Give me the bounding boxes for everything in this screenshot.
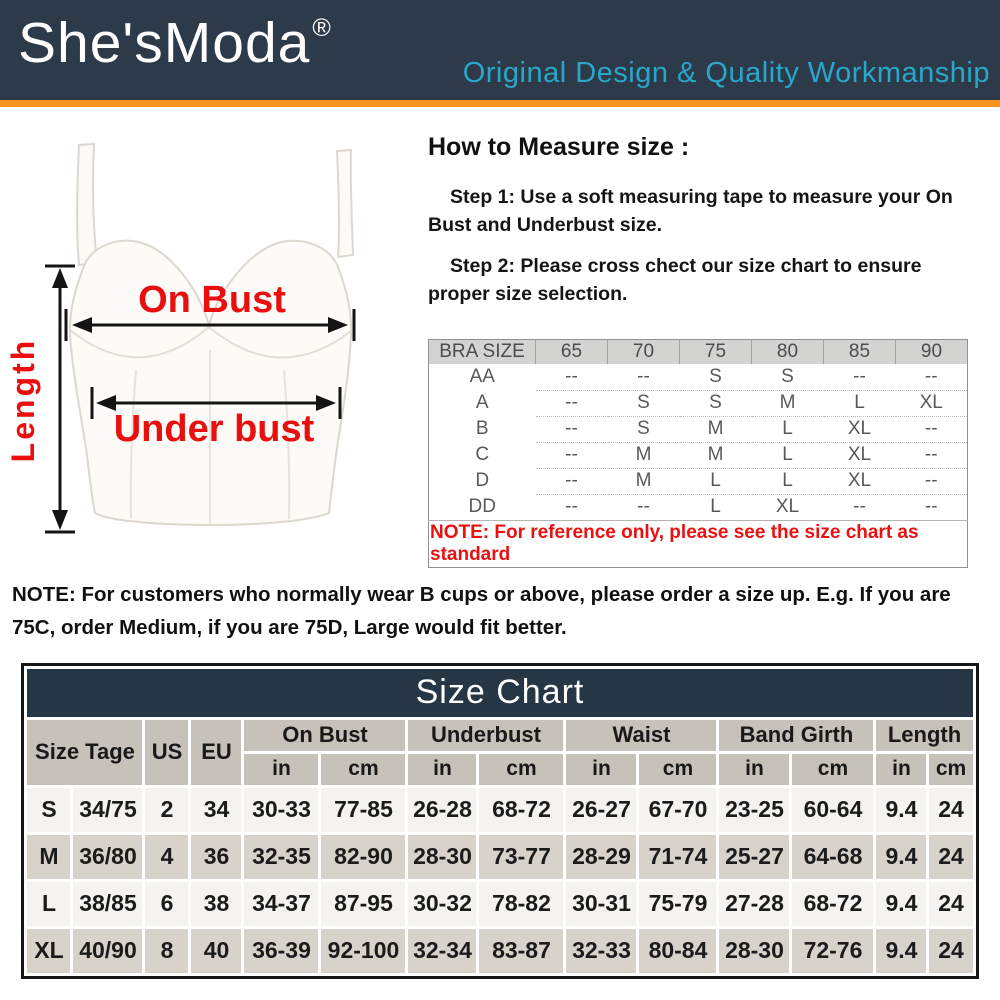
bra-size-row: [429, 416, 968, 442]
bra-size-header-cell: BRA SIZE: [429, 339, 536, 364]
bra-size-row: [429, 468, 968, 494]
size-chart-row: [27, 882, 972, 926]
product-photo: [0, 120, 420, 565]
bra-size-cell: --: [896, 416, 968, 442]
bra-size-cell: XL: [824, 416, 896, 442]
size-chart-cell: XL: [27, 929, 70, 973]
bra-size-header-cell: 85: [824, 339, 896, 364]
size-chart-cell: 34-37: [244, 882, 318, 926]
size-chart-row: [27, 835, 972, 879]
size-chart-table: [21, 663, 978, 979]
bra-size-row: [429, 494, 968, 520]
bra-size-row: [429, 442, 968, 468]
bra-size-header-cell: 80: [752, 339, 824, 364]
size-chart-cell: 9.4: [876, 929, 926, 973]
under-bust-label: Under bust: [113, 408, 315, 450]
left-strap-shape: [77, 144, 97, 265]
size-chart-cell: 24: [929, 835, 972, 879]
size-chart-cell: M: [27, 835, 70, 879]
size-chart-cell: 27-28: [719, 882, 789, 926]
size-chart-cell: 72-76: [792, 929, 873, 973]
bra-size-cell: M: [608, 468, 680, 494]
unit-header: cm: [929, 754, 972, 785]
length-header: Length: [876, 720, 972, 751]
size-chart-cell: 83-87: [479, 929, 563, 973]
bra-size-table: [428, 339, 968, 568]
bra-size-note-row: [429, 520, 968, 567]
size-chart-cell: 30-33: [244, 788, 318, 832]
bra-size-cell: --: [896, 494, 968, 520]
size-chart-cell: 36: [191, 835, 241, 879]
accent-divider: [0, 100, 1000, 107]
how-to-title: How to Measure size :: [428, 133, 690, 161]
unit-header: cm: [321, 754, 405, 785]
size-chart-cell: 24: [929, 929, 972, 973]
measure-section: [0, 107, 1000, 565]
bra-size-header-row: [429, 339, 968, 364]
bra-size-cell: L: [752, 442, 824, 468]
bra-size-cell: XL: [824, 442, 896, 468]
size-chart-cell: 8: [145, 929, 188, 973]
bra-size-note: NOTE: For reference only, please see the size chart as standard: [429, 520, 968, 567]
size-chart-cell: 92-100: [321, 929, 405, 973]
bra-size-cell: M: [752, 390, 824, 416]
bra-size-cell: S: [608, 390, 680, 416]
size-chart-cell: 2: [145, 788, 188, 832]
size-chart-cell: 28-30: [719, 929, 789, 973]
bra-size-cell: D: [475, 470, 490, 492]
size-chart-cell: 38: [191, 882, 241, 926]
size-chart-cell: 24: [929, 788, 972, 832]
size-chart-cell: 68-72: [479, 788, 563, 832]
length-arrow: [45, 266, 75, 532]
unit-header: in: [244, 754, 318, 785]
size-chart-cell: 4: [145, 835, 188, 879]
bra-size-cell: --: [924, 366, 938, 387]
size-chart-cell: 30-32: [408, 882, 476, 926]
bra-size-cell: --: [824, 494, 896, 520]
step-2-text: Step 2: Please cross chect our size chart to ensure proper size selection.: [428, 255, 922, 306]
size-chart-cell: 75-79: [639, 882, 716, 926]
size-chart-cell: 78-82: [479, 882, 563, 926]
size-chart-cell: 34: [191, 788, 241, 832]
bra-size-cell: --: [536, 442, 608, 468]
size-chart-cell: 28-29: [566, 835, 636, 879]
bra-size-header-cell: 90: [896, 339, 968, 364]
unit-header: in: [876, 754, 926, 785]
right-strap-shape: [337, 150, 353, 257]
size-chart-cell: 60-64: [792, 788, 873, 832]
how-to-section: [428, 133, 986, 568]
brand-logo-text: She'sModa: [18, 11, 311, 75]
bra-size-cell: DD: [468, 496, 496, 517]
unit-header: cm: [639, 754, 716, 785]
size-chart-cell: 82-90: [321, 835, 405, 879]
bra-size-cell: S: [709, 366, 722, 387]
bra-size-cell: C: [475, 444, 490, 466]
bra-size-cell: M: [680, 416, 752, 442]
registered-mark-icon: ®: [312, 14, 332, 42]
size-chart-title-row: [27, 669, 972, 717]
step-1-text: Step 1: Use a soft measuring tape to measure your On Bust and Underbust size.: [428, 186, 953, 236]
size-chart-cell: 26-28: [408, 788, 476, 832]
size-chart-cell: S: [27, 788, 70, 832]
bra-size-cell: M: [608, 442, 680, 468]
brand-logo: [18, 10, 330, 76]
size-chart-cell: 32-33: [566, 929, 636, 973]
size-chart-cell: 71-74: [639, 835, 716, 879]
size-chart-cell: 40/90: [73, 929, 142, 973]
size-chart-cell: 40: [191, 929, 241, 973]
bra-size-cell: S: [608, 416, 680, 442]
size-chart-cell: 36-39: [244, 929, 318, 973]
bra-size-cell: XL: [752, 494, 824, 520]
bra-size-cell: --: [536, 390, 608, 416]
bra-size-cell: AA: [469, 366, 495, 388]
bra-size-cell: --: [608, 494, 680, 520]
size-chart-cell: 32-35: [244, 835, 318, 879]
size-chart-cell: 87-95: [321, 882, 405, 926]
size-chart-cell: 73-77: [479, 835, 563, 879]
size-chart-cell: 32-34: [408, 929, 476, 973]
size-chart-cell: 24: [929, 882, 972, 926]
size-chart-row: [27, 788, 972, 832]
size-chart-cell: 77-85: [321, 788, 405, 832]
size-chart-cell: 9.4: [876, 835, 926, 879]
bra-size-cell: --: [565, 366, 578, 387]
size-chart-cell: 9.4: [876, 882, 926, 926]
bra-size-header-cell: 70: [608, 339, 680, 364]
bra-size-cell: --: [896, 468, 968, 494]
brand-tagline: Original Design & Quality Workmanship: [462, 57, 990, 89]
bra-size-cell: B: [475, 418, 489, 440]
size-chart-cell: 68-72: [792, 882, 873, 926]
bra-size-cell: --: [853, 366, 866, 387]
bra-size-cell: L: [752, 468, 824, 494]
bra-size-row: [429, 390, 968, 416]
size-chart-cell: 9.4: [876, 788, 926, 832]
bra-size-cell: A: [475, 392, 489, 414]
bra-size-header-cell: 65: [536, 339, 608, 364]
size-chart-cell: 25-27: [719, 835, 789, 879]
bra-size-cell: --: [536, 494, 608, 520]
size-chart-cell: 67-70: [639, 788, 716, 832]
bra-size-cell: S: [680, 390, 752, 416]
on-bust-header: On Bust: [244, 720, 405, 751]
bra-size-cell: --: [536, 416, 608, 442]
bra-size-cell: --: [637, 366, 650, 387]
size-chart-group-header-row: [27, 720, 972, 751]
underbust-header: Underbust: [408, 720, 563, 751]
on-bust-label: On Bust: [138, 279, 286, 321]
size-chart-row: [27, 929, 972, 973]
bra-size-cell: M: [680, 442, 752, 468]
unit-header: in: [719, 754, 789, 785]
size-chart-title: Size Chart: [27, 669, 972, 717]
brand-header: [0, 0, 1000, 100]
bra-size-row: [429, 364, 968, 390]
eu-header: EU: [191, 720, 241, 785]
unit-header: in: [408, 754, 476, 785]
bra-size-cell: --: [536, 468, 608, 494]
customer-note: NOTE: For customers who normally wear B cups or above, please order a size up. E.g. If you are 75C, order Medium, if you are 75D, Large would fit better.: [12, 583, 951, 639]
size-chart-cell: 36/80: [73, 835, 142, 879]
us-header: US: [145, 720, 188, 785]
size-chart-cell: 38/85: [73, 882, 142, 926]
size-chart-cell: 28-30: [408, 835, 476, 879]
bra-size-cell: --: [896, 442, 968, 468]
bra-size-cell: XL: [824, 468, 896, 494]
size-chart-cell: 64-68: [792, 835, 873, 879]
bra-size-cell: L: [752, 416, 824, 442]
band-girth-header: Band Girth: [719, 720, 873, 751]
size-chart-cell: 23-25: [719, 788, 789, 832]
unit-header: in: [566, 754, 636, 785]
size-chart-cell: 34/75: [73, 788, 142, 832]
size-chart-cell: 6: [145, 882, 188, 926]
waist-header: Waist: [566, 720, 716, 751]
bra-size-cell: L: [680, 494, 752, 520]
bra-size-header-cell: 75: [680, 339, 752, 364]
length-label: Length: [5, 337, 41, 463]
bra-size-cell: XL: [896, 390, 968, 416]
unit-header: cm: [479, 754, 563, 785]
bra-size-cell: S: [781, 366, 794, 387]
bra-size-cell: L: [824, 390, 896, 416]
bra-size-cell: L: [680, 468, 752, 494]
unit-header: cm: [792, 754, 873, 785]
size-tag-header: Size Tage: [27, 720, 142, 785]
size-chart-cell: 30-31: [566, 882, 636, 926]
size-chart-cell: 80-84: [639, 929, 716, 973]
size-chart-cell: L: [27, 882, 70, 926]
size-chart-cell: 26-27: [566, 788, 636, 832]
